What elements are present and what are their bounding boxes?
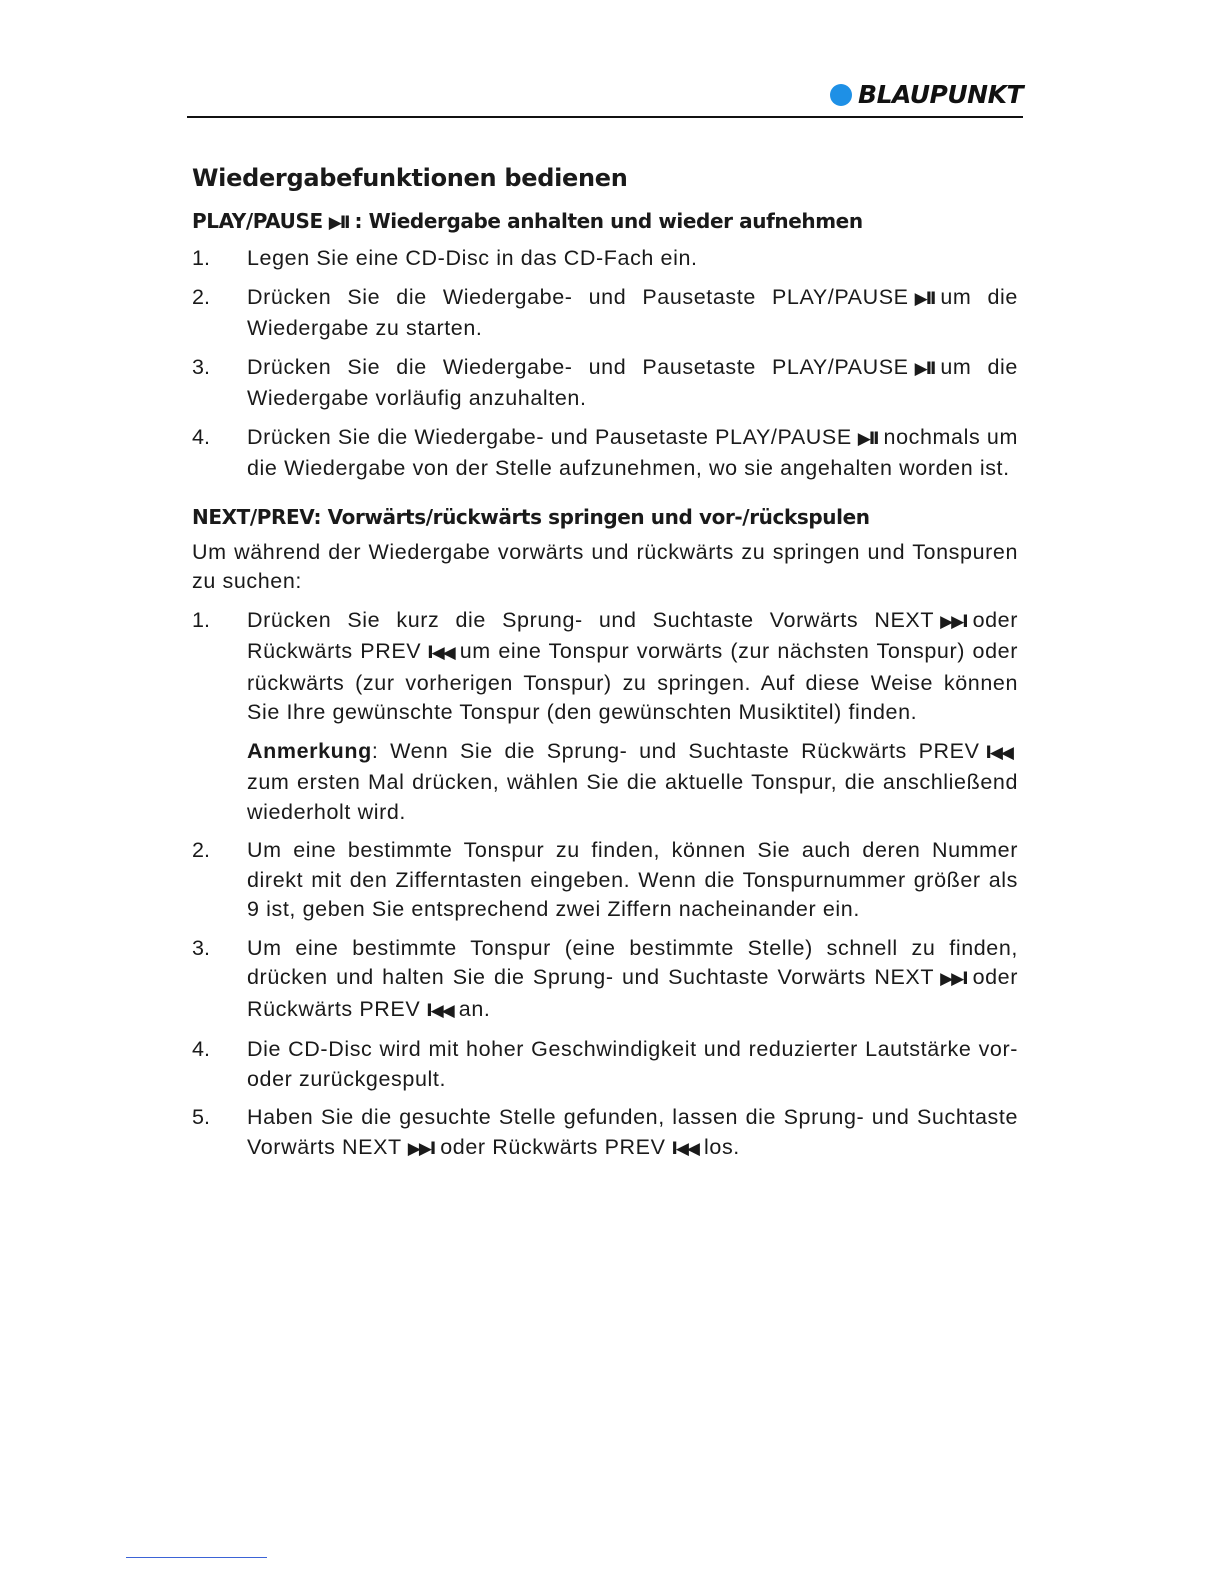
next-icon: ▶▶I [940, 969, 967, 989]
list-item: 1. Legen Sie eine CD-Disc in das CD-Fach ein. [192, 246, 698, 270]
next-icon: ▶▶I [940, 611, 967, 632]
footer-link-underline [126, 1557, 267, 1558]
logo-dot-icon [830, 84, 852, 106]
prev-icon: I◀◀ [985, 742, 1012, 763]
page-header [187, 78, 1023, 118]
prev-icon: I◀◀ [427, 643, 454, 663]
brand-logo [830, 80, 1023, 109]
note-label: Anmerkung [247, 738, 372, 763]
play-pause-icon: ▶II [328, 213, 349, 233]
list-item: 4. Drücken Sie die Wiedergabe- und Pausetaste PLAY/PAUSE ▶II nochmals um die Wiedergabe von der Stelle aufzunehmen, wo sie angehalten worden ist. [192, 424, 1018, 480]
prev-icon: I◀◀ [426, 1000, 453, 1021]
section-title-play-pause: PLAY/PAUSE ▶II : Wiedergabe anhalten und wieder aufnehmen [192, 206, 1018, 238]
list-item: 1. Drücken Sie kurz die Sprung- und Suchtaste Vorwärts NEXT ▶▶I oder Rückwärts PREV I◀◀ um eine Tonspur vorwärts (zur nächsten Tonspur) oder rückwärts (zur vorherigen Tonspur) zu springen. Auf diese Weise können Sie Ihre gewünschte Tonspur (den gewünschten Musiktitel) finden. [192, 607, 1018, 724]
play-pause-icon: ▶II [857, 428, 878, 449]
list-item: 5. Haben Sie die gesuchte Stelle gefunden, lassen die Sprung- und Suchtaste Vorwärts NEXT ▶▶I oder Rückwärts PREV I◀◀ los. [192, 1103, 1018, 1164]
page-title: Wiedergabefunktionen bedienen [192, 164, 628, 192]
list-item: 3. Um eine bestimmte Tonspur (eine bestimmte Stelle) schnell zu finden, drücken und halten Sie die Sprung- und Suchtaste Vorwärts NEXT ▶▶I oder Rückwärts PREV I◀◀ an. [192, 934, 1018, 1027]
page-content [192, 160, 1018, 1173]
list-item: 3. Drücken Sie die Wiedergabe- und Pausetaste PLAY/PAUSE ▶II um die Wiedergabe vorläufig anzuhalten. [192, 354, 1018, 410]
play-pause-icon: ▶II [914, 358, 935, 379]
section-title-next-prev: NEXT/PREV: Vorwärts/rückwärts springen und vor-/rückspulen [192, 504, 870, 529]
next-icon: ▶▶I [407, 1138, 435, 1159]
prev-icon: I◀◀ [671, 1138, 699, 1159]
next-prev-steps [192, 606, 1018, 1165]
play-pause-icon: ▶II [914, 288, 935, 309]
logo-text: BLAUPUNKT [858, 80, 1023, 109]
section-intro: Um während der Wiedergabe vorwärts und rückwärts zu springen und Tonspuren zu suchen: [192, 539, 1018, 593]
play-pause-steps [192, 244, 1018, 484]
list-item: 2. Um eine bestimmte Tonspur zu finden, können Sie auch deren Nummer direkt mit den Zifferntasten eingeben. Wenn die Tonspurnummer größer als 9 ist, geben Sie entsprechend zwei Ziffern nacheinander ein. [192, 838, 1018, 921]
note: Anmerkung: Wenn Sie die Sprung- und Suchtaste Rückwärts PREV I◀◀zum ersten Mal drücken, wählen Sie die aktuelle Tonspur, die anschließend wiederholt wird. [247, 738, 1018, 824]
list-item: 4. Die CD-Disc wird mit hoher Geschwindigkeit und reduzierter Lautstärke vor- oder zurückgespult. [192, 1037, 1018, 1091]
list-item: 2. Drücken Sie die Wiedergabe- und Pausetaste PLAY/PAUSE ▶II um die Wiedergabe zu starten. [192, 284, 1018, 340]
